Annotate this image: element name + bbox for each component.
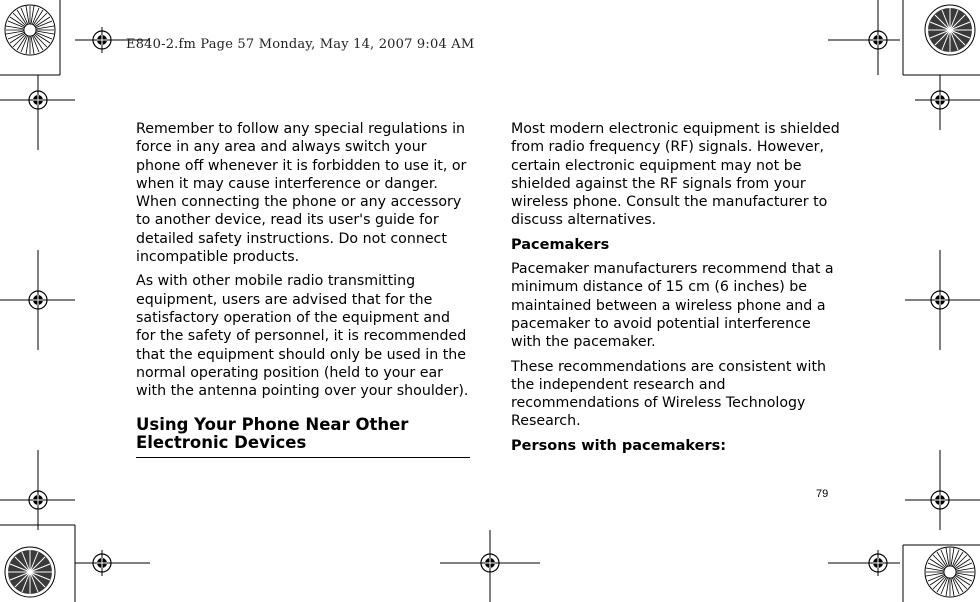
crop-line-right-bottom <box>905 450 980 530</box>
registration-mark <box>89 27 115 53</box>
crop-line-top-right <box>828 0 900 75</box>
registration-mark <box>89 550 115 576</box>
persons-heading: Persons with pacemakers: <box>511 437 727 454</box>
registration-mark <box>25 287 51 313</box>
registration-star-br <box>925 547 975 597</box>
file-info-header: E840-2.fm Page 57 Monday, May 14, 2007 9:04 AM <box>126 37 475 52</box>
registration-mark <box>865 550 891 576</box>
paragraph: Pacemaker manufacturers recommend that a minimum distance of 15 cm (6 inches) be maintained between a wireless phone and a pacemaker to avoid potential interference with the pacemaker. <box>511 261 834 351</box>
paragraph: Most modern electronic equipment is shielded from radio frequency (RF) signals. However, certain electronic equipment may not be shielded against the RF signals from your wireless phone. Consult the manufacturer to discuss alternatives. <box>511 121 840 229</box>
crop-line-right-top <box>915 75 980 130</box>
registration-mark <box>25 87 51 113</box>
registration-star-bl <box>5 547 55 597</box>
registration-mark <box>927 87 953 113</box>
pacemakers-heading: Pacemakers <box>511 236 610 253</box>
page-number: 79 <box>816 488 829 500</box>
paragraph: As with other mobile radio transmitting equipment, users are advised that for the satisfactory operation of the equipment and for the safety of personnel, it is recommended that the equipment should only be used in the normal operating position (held to your ear with the antenna pointing over your shoulder). <box>136 273 469 400</box>
registration-mark <box>477 550 503 576</box>
section-heading: Using Your Phone Near Other Electronic Devices <box>136 416 470 458</box>
registration-mark <box>25 487 51 513</box>
registration-mark <box>927 487 953 513</box>
registration-mark <box>927 287 953 313</box>
right-column <box>511 120 845 461</box>
registration-star-tr <box>925 5 975 55</box>
paragraph: These recommendations are consistent with the independent research and recommendations of Wireless Technology Research. <box>511 358 826 430</box>
paragraph: Remember to follow any special regulations in force in any area and always switch your phone off whenever it is forbidden to use it, or when it may cause interference or danger. When connecting the phone or any accessory to another device, read its user's guide for detailed safety instructions. Do not connect incompatible products. <box>136 121 467 266</box>
registration-star-tl <box>5 5 55 55</box>
left-column <box>136 120 470 458</box>
registration-mark <box>865 27 891 53</box>
